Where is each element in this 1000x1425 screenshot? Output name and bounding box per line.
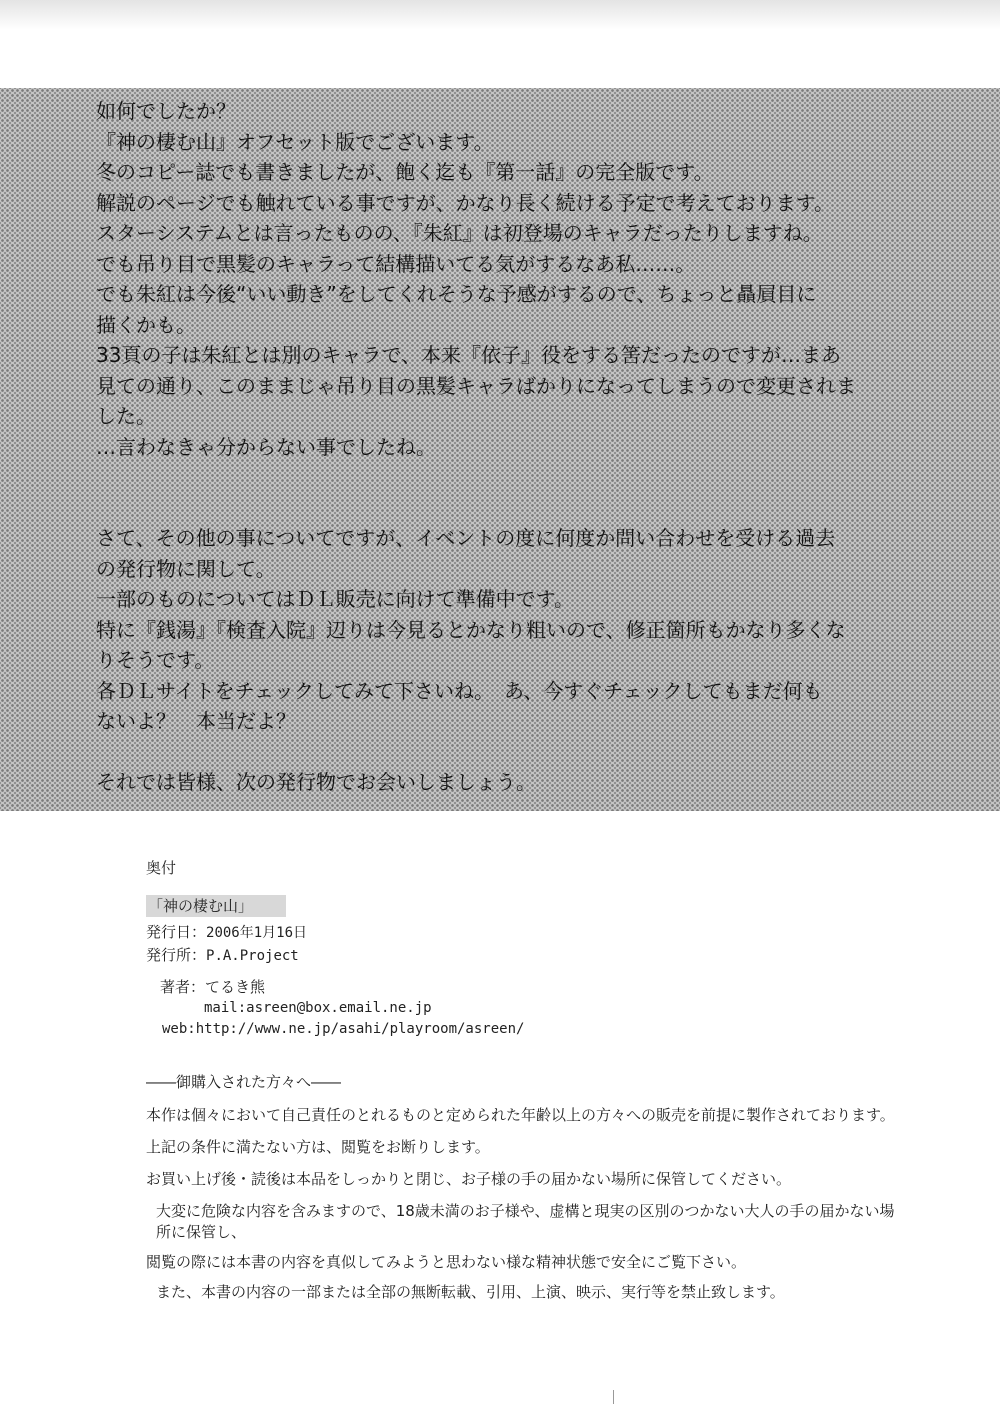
afterword-line: 『神の棲む山』オフセット版でございます。 [96, 129, 494, 154]
afterword-line: りそうです。 [96, 648, 215, 672]
afterword-line: の発行物に関して。 [96, 556, 276, 581]
page-edge-shadow [0, 0, 1000, 30]
author-block [146, 977, 906, 1040]
colophon-title: 「神の棲む山」 [146, 895, 286, 917]
notice-line: 本作は個々において自己責任のとれるものと定められた年齢以上の方々への販売を前提に製作されております。 [146, 1106, 895, 1124]
author-website: web:http://www.ne.jp/asahi/playroom/asreen/ [162, 1021, 525, 1037]
author-email: mail:asreen@box.email.ne.jp [204, 1000, 432, 1016]
afterword-line: 解説のページでも触れている事ですが、かなり長く続ける予定で考えております。 [96, 190, 834, 215]
afterword-line: さて、その他の事についてですが、イベントの度に何度か問い合わせを受ける過去 [96, 526, 836, 550]
notice-line: 上記の条件に満たない方は、閲覧をお断りします。 [146, 1138, 490, 1156]
publisher-value: P.A.Project [206, 948, 299, 964]
publisher-row [146, 945, 906, 967]
afterword-line: 各ＤＬサイトをチェックしてみて下さいね。 あ、今すぐチェックしてもまだ何も [96, 678, 823, 703]
afterword-line: 見ての通り、このままじゃ吊り目の黒髪キャラばかりになってしまうので変更されま [96, 373, 856, 398]
publish-date-value: 2006年1月16日 [206, 925, 308, 941]
afterword-line: …言わなきゃ分からない事でしたね。 [96, 434, 436, 459]
colophon-label: 奥付 [146, 859, 177, 877]
paragraph-spacer [96, 737, 906, 768]
afterword-line: 描くかも。 [96, 312, 196, 337]
publisher-label: 発行所： [146, 946, 207, 964]
notice-line: また、本書の内容の一部または全部の無断転載、引用、上演、映示、実行等を禁止致します。 [156, 1283, 785, 1301]
afterword-line: 如何でしたか？ [96, 99, 236, 123]
afterword-paragraph-1 [96, 96, 906, 462]
afterword-closing: それでは皆様、次の発行物でお会いしましょう。 [96, 770, 536, 794]
notice-line: 大変に危険な内容を含みますので、18歳未満のお子様や、虚構と現実の区別のつかない大人の手の届かない場所に保管し、 [156, 1202, 895, 1241]
author-value: てるき熊 [205, 978, 266, 996]
afterword-line: 一部のものについてはＤＬ販売に向けて準備中です。 [96, 587, 574, 611]
afterword-paragraph-2 [96, 523, 906, 737]
notice-line: お買い上げ後・読後は本品をしっかりと閉じ、お子様の手の届かない場所に保管してください。 [146, 1170, 792, 1188]
afterword-line: でも吊り目で黒髪のキャラって結構描いてる気がするなあ私……。 [96, 251, 696, 276]
afterword-text [96, 96, 906, 798]
afterword-line: でも朱紅は今後“いい動き”をしてくれそうな予感がするので、ちょっと贔屓目に [96, 282, 817, 306]
afterword-line: スターシステムとは言ったものの、『朱紅』は初登場のキャラだったりしますね。 [96, 221, 823, 245]
colophon [146, 858, 906, 1314]
publish-date-label: 発行日： [146, 923, 207, 941]
publish-date-row [146, 922, 906, 944]
afterword-line: 33頁の子は朱紅とは別のキャラで、本来『依子』役をする筈だったのですが…まあ [96, 343, 842, 367]
afterword-line: 特に『銭湯』『検査入院』辺りは今見るとかなり粗いので、修正箇所もかなり多くな [96, 617, 846, 642]
author-label: 著者： [160, 978, 206, 996]
afterword-line: した。 [96, 404, 156, 428]
print-mark [613, 1390, 614, 1404]
paragraph-spacer [96, 462, 906, 523]
author-row [160, 977, 906, 998]
afterword-line: ないよ？ 本当だよ？ [96, 709, 296, 733]
notice-heading: ――御購入された方々へ―― [146, 1073, 342, 1091]
afterword-line: 冬のコピー誌でも書きましたが、飽く迄も『第一話』の完全版です。 [96, 160, 714, 184]
notice-line: 閲覧の際には本書の内容を真似してみようと思わない様な精神状態で安全にご覧下さい。 [146, 1253, 747, 1271]
